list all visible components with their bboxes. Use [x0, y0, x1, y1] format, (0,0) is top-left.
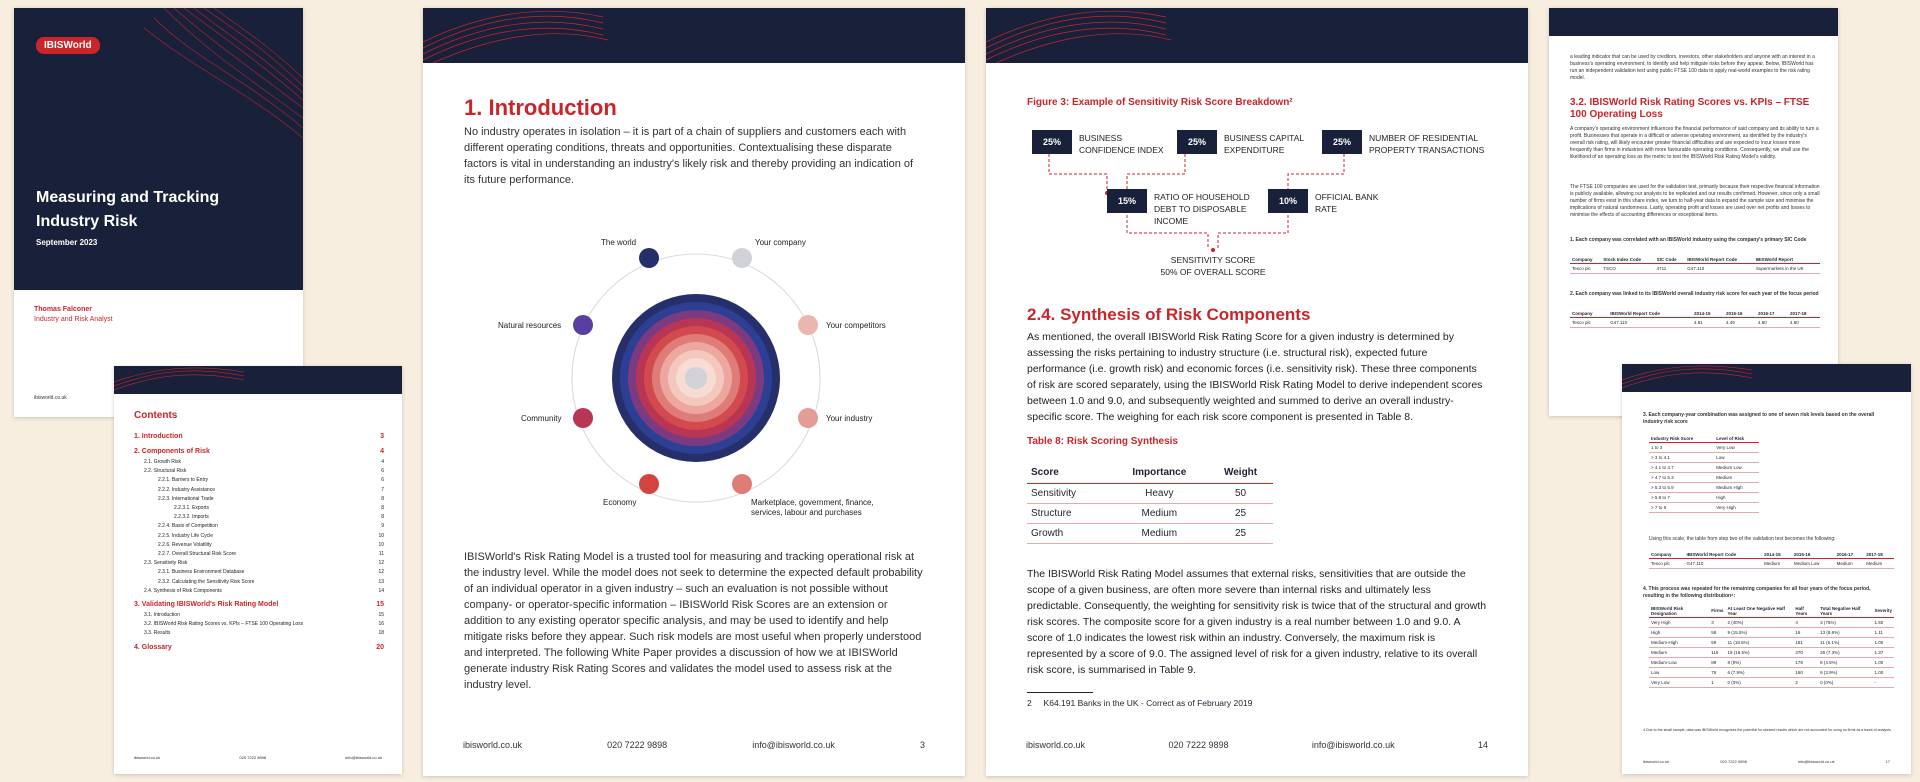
community-label: Community — [521, 414, 562, 423]
cell: 115 — [1709, 648, 1725, 658]
footer-email: info@ibisworld.co.uk — [1797, 759, 1835, 764]
toc-item-page: 4 — [381, 459, 384, 465]
your-industry-node — [798, 408, 818, 428]
toc-item-label: 2.1. Growth Risk — [144, 459, 181, 465]
toc-item-page: 10 — [378, 532, 384, 539]
cell: 11 (18.6%) — [1726, 638, 1794, 648]
cell: 1.00 — [1872, 638, 1894, 648]
toc-item-page: 3 — [380, 433, 384, 440]
box-pct-5: 10% — [1268, 189, 1308, 213]
table-row — [1649, 618, 1894, 628]
cell: 4.49 — [1724, 318, 1756, 328]
table-row — [1649, 648, 1894, 658]
risk-scoring-table — [1027, 462, 1273, 544]
th: IBISWorld Report Code — [1608, 309, 1692, 318]
page-number: 3 — [919, 740, 925, 750]
cell: > 7 to 9 — [1649, 503, 1714, 513]
cell: Tesco plc — [1570, 318, 1608, 328]
toc-item[interactable] — [134, 598, 384, 611]
table-row — [1649, 443, 1759, 453]
cell: 4 — [1793, 618, 1818, 628]
th: Company — [1570, 255, 1601, 264]
toc-item-label: 2.4. Synthesis of Risk Components — [144, 587, 222, 594]
cell: 0 (0%) — [1818, 678, 1872, 688]
box-label-1: BUSINESS CONFIDENCE INDEX — [1079, 133, 1164, 155]
toc-item-page: 9 — [381, 523, 384, 530]
cell: 16 — [1793, 628, 1818, 638]
cell: 178 — [1793, 658, 1818, 668]
cell: - — [1872, 678, 1894, 688]
table-row — [1649, 483, 1759, 493]
your-company-label: Your company — [755, 238, 806, 247]
footnote-text: K64.191 Banks in the UK - Correct as of February 2019 — [1043, 698, 1253, 708]
toc-item-label: 2.2.7. Overall Structural Risk Score — [158, 551, 237, 558]
cell: Low — [1649, 668, 1709, 678]
cell: 370 — [1793, 648, 1818, 658]
th: IBISWorld Report — [1754, 255, 1820, 264]
score-line-2: 50% OF OVERALL SCORE — [1160, 267, 1266, 277]
box-label-2: BUSINESS CAPITAL EXPENDITURE — [1224, 133, 1304, 155]
table-row — [1027, 504, 1273, 524]
cell: 9 (15.5%) — [1726, 628, 1794, 638]
th: Company — [1649, 550, 1684, 559]
toc-item-label: 2. Components of Risk — [134, 448, 210, 455]
cell: 26 (7.3%) — [1818, 648, 1872, 658]
contents-footer — [134, 755, 382, 760]
your-competitors-node — [798, 315, 818, 335]
cell: 3 (75%) — [1818, 618, 1872, 628]
cell: High — [1714, 493, 1759, 503]
wave-graphic — [114, 366, 402, 394]
toc-item[interactable] — [134, 458, 384, 467]
section-heading: 1. Introduction — [464, 95, 617, 120]
page-footer — [1026, 740, 1488, 750]
cell: 8 (4.5%) — [1818, 658, 1872, 668]
table-row — [1649, 658, 1894, 668]
synthesis-paragraph: As mentioned, the overall IBISWorld Risk Rating Score for a given industry is determined by assessing the risks pertaining to industry structure (i.e. structural risk), expected future performance (i.e. growth risk) and economic forces (i.e. sensitivity risk). These three components of risk are scored separately, using the IBISWorld Risk Rating Model to derive independent scores between 1.0 and 9.0, and subsequently weighted and summed to derive an overall industry-specific score. The weighing for each risk score component is presented in Table 8. — [1027, 331, 1483, 423]
step-1: 1. Each company was correlated with an IBISWorld industry using the company's primary SIC Code — [1570, 237, 1807, 243]
cell: G47.110 — [1684, 559, 1762, 569]
toc-item-page: 20 — [376, 643, 384, 651]
toc-item[interactable] — [134, 467, 384, 476]
cell: 181 — [1793, 638, 1818, 648]
footnote-rule — [1027, 692, 1093, 693]
th: Severity — [1872, 604, 1894, 618]
table-row — [1570, 318, 1820, 328]
author-name: Thomas Falconer — [34, 306, 92, 313]
toc-item-page: 6 — [381, 477, 384, 484]
cell: Low — [1714, 453, 1759, 463]
toc-item[interactable] — [134, 541, 384, 550]
toc-item[interactable] — [134, 430, 384, 443]
cell: Very High — [1714, 503, 1759, 513]
toc-item-page: 12 — [378, 569, 384, 576]
table-row — [1649, 503, 1759, 513]
toc-item[interactable] — [134, 568, 384, 577]
cell: Tesco plc — [1570, 264, 1601, 274]
cell: G47.110 — [1608, 318, 1692, 328]
cell: > 3 to 4.1 — [1649, 453, 1714, 463]
toc-item[interactable] — [134, 559, 384, 568]
toc-item-page: 13 — [378, 578, 384, 585]
footnote: 4 Due to the small sample, data was IBISWorld recognises the potential for skewed results which are not accounted for using no firms as a basis of analysis. — [1643, 728, 1892, 732]
th: IBISWorld Report Code — [1684, 550, 1762, 559]
table-row — [1570, 264, 1820, 274]
industry-context-diagram — [423, 228, 965, 528]
cell: Medium — [1111, 524, 1209, 544]
toc-item[interactable] — [134, 504, 384, 513]
your-company-node — [732, 248, 752, 268]
risk-score-table — [1570, 309, 1820, 328]
contents-list — [134, 428, 384, 654]
intro-paragraph: No industry operates in isolation – it is part of a chain of suppliers and customers each with different operating conditions, threats and opportunities. Contextualising these disparate factors is vital in understanding an industry's likely risk and thereby providing an indication of its future performance. — [464, 126, 914, 186]
step-3: 3. Each company-year combination was assigned to one of seven risk levels based on the overall industry risk score — [1643, 412, 1875, 425]
the-world-label: The world — [601, 238, 637, 247]
toc-item-label: 3.2. IBISWorld Risk Rating Scores vs. KPIs – FTSE 100 Operating Loss — [144, 621, 304, 628]
table-row — [1027, 524, 1273, 544]
toc-item[interactable] — [134, 486, 384, 495]
table-row — [1027, 484, 1273, 504]
footer-phone: 020 7222 9898 — [239, 755, 267, 760]
toc-item-page: 8 — [381, 495, 384, 502]
toc-item[interactable] — [134, 620, 384, 629]
cell: Medium — [1714, 473, 1759, 483]
toc-item-page: 14 — [378, 587, 384, 594]
page-number: 17 — [1885, 759, 1890, 764]
th: Firms — [1709, 604, 1725, 618]
table-row — [1649, 473, 1759, 483]
natural-resources-node — [573, 315, 593, 335]
toc-item-label: 2.3. Sensitivity Risk — [144, 560, 188, 567]
footer-email: info@ibisworld.co.uk — [345, 755, 382, 760]
author-role: Industry and Risk Analyst — [34, 316, 113, 323]
table-row — [1649, 668, 1894, 678]
page-3[interactable] — [423, 8, 965, 776]
cell: Medium Low — [1792, 559, 1835, 569]
page-header-band — [1622, 364, 1911, 392]
cell: 59 — [1709, 638, 1725, 648]
cell: Very Low — [1714, 443, 1759, 453]
toc-item-page: 8 — [381, 505, 384, 512]
cell: > 4.7 to 5.3 — [1649, 473, 1714, 483]
section-heading: 2.4. Synthesis of Risk Components — [1027, 305, 1311, 324]
cell: Supermarkets in the UK — [1754, 264, 1820, 274]
toc-item-label: 2.2.2. Industry Assistance — [158, 486, 215, 493]
toc-item[interactable] — [134, 522, 384, 531]
cell: Medium Low — [1714, 463, 1759, 473]
box-label-4: RATIO OF HOUSEHOLD DEBT TO DISPOSABLE INCOME — [1154, 192, 1250, 226]
table-title: Table 8: Risk Scoring Synthesis — [1027, 436, 1178, 447]
footer-phone: 020 7222 9898 — [1168, 740, 1229, 750]
cell: 25 — [1208, 524, 1273, 544]
toc-item-label: 2.2. Structural Risk — [144, 468, 187, 475]
cell: 4.80 — [1788, 318, 1820, 328]
cell: > 4.1 to 4.7 — [1649, 463, 1714, 473]
th: 2014-15 — [1692, 309, 1724, 318]
toc-item[interactable] — [134, 629, 384, 638]
cell: 19 (16.5%) — [1726, 648, 1794, 658]
table-row — [1649, 638, 1894, 648]
page-footer — [463, 740, 925, 750]
cell: Medium — [1835, 559, 1865, 569]
th: Company — [1570, 309, 1608, 318]
cell: 4.81 — [1692, 318, 1724, 328]
risk-level-company-table — [1649, 550, 1894, 569]
cell: 4.80 — [1756, 318, 1788, 328]
th: 2014-15 — [1762, 550, 1792, 559]
cell: TSCO — [1601, 264, 1654, 274]
th: At Least One Negative Half Year — [1726, 604, 1794, 618]
section-heading: 3.2. IBISWorld Risk Rating Scores vs. KPIs – FTSE 100 Operating Loss — [1570, 97, 1810, 120]
box-pct-2: 25% — [1177, 130, 1217, 154]
footer-phone: 020 7222 9898 — [607, 740, 668, 750]
toc-item-page: 11 — [378, 551, 384, 558]
wave-graphic — [423, 8, 965, 63]
footer-phone: 020 7222 9898 — [1720, 759, 1747, 764]
toc-item-label: 2.2.6. Revenue Volatility — [158, 541, 212, 548]
page-16[interactable] — [1549, 8, 1838, 416]
company-sic-table — [1570, 255, 1820, 274]
box-pct-3: 25% — [1322, 130, 1362, 154]
toc-item-label: 4. Glossary — [134, 643, 172, 651]
toc-item-label: 2.2.5. Industry Life Cycle — [158, 532, 214, 539]
cover-site: ibisworld.co.uk — [34, 395, 67, 401]
cell: Structure — [1027, 504, 1111, 524]
economy-label: Economy — [603, 498, 637, 507]
box-pct-1: 25% — [1032, 130, 1072, 154]
cell: 1.11 — [1872, 628, 1894, 638]
cell: Medium-High — [1649, 638, 1709, 648]
cell: Very High — [1649, 618, 1709, 628]
th: Half Years — [1793, 604, 1818, 618]
cell: 8 (9%) — [1726, 658, 1794, 668]
cell: 58 — [1709, 628, 1725, 638]
page-number: 14 — [1477, 740, 1488, 750]
table-row — [1649, 453, 1759, 463]
toc-item[interactable] — [134, 587, 384, 596]
col-importance: Importance — [1111, 462, 1209, 484]
cell: 4711 — [1655, 264, 1686, 274]
cell: 160 — [1793, 668, 1818, 678]
toc-item[interactable] — [134, 476, 384, 485]
cell: 6 (3.9%) — [1818, 668, 1872, 678]
weighting-paragraph: The IBISWorld Risk Rating Model assumes that external risks, sensitivities that are outside the scope of a given business, are often more severe than internal risks and ultimately less predictable. Consequently, the weighting for sensitivity risk is twice that of the structural and growth risk scores. The composite score for a given industry is a real number between 1.0 and 9.0. A score of 1.0 indicates the lowest risk within an industry. Conversely, the maximum risk is represented by a score of 9.0. The assigned level of risk for a given industry, relative to its overall risk score, is summarised in Table 9. — [1027, 568, 1487, 676]
cell: > 5.9 to 7 — [1649, 493, 1714, 503]
page-17[interactable] — [1622, 364, 1911, 774]
box-label-5: OFFICIAL BANK RATE — [1315, 192, 1379, 214]
the-world-node — [639, 248, 659, 268]
toc-item-label: 2.3.2. Calculating the Sensitivity Risk Score — [158, 578, 255, 585]
contents-heading: Contents — [134, 410, 178, 421]
cell: 13 (8.6%) — [1818, 628, 1872, 638]
cell: 76 — [1709, 668, 1725, 678]
th: SIC Code — [1655, 255, 1686, 264]
cell: 1.37 — [1872, 648, 1894, 658]
toc-item[interactable] — [134, 641, 384, 654]
footer-site: ibisworld.co.uk — [1643, 759, 1670, 764]
footer-email: info@ibisworld.co.uk — [1311, 740, 1395, 750]
box-label-3: NUMBER OF RESIDENTIAL PROPERTY TRANSACTIONS — [1369, 133, 1485, 155]
cover-page[interactable] — [14, 8, 303, 417]
cover-date: September 2023 — [36, 238, 98, 247]
toc-item-label: 2.2.4. Basis of Competition — [158, 523, 218, 530]
toc-item-label: 2.2.3.1. Exports — [174, 505, 210, 512]
page-header-band — [1549, 8, 1838, 36]
toc-item-page: 15 — [378, 612, 384, 619]
economy-node — [639, 474, 659, 494]
col-score: Score — [1027, 462, 1111, 484]
footer-site: ibisworld.co.uk — [134, 755, 161, 760]
cell: 6 (7.9%) — [1726, 668, 1794, 678]
risk-level-table — [1649, 434, 1759, 513]
toc-item[interactable] — [134, 445, 384, 458]
cell: 0 (0%) — [1726, 678, 1794, 688]
toc-item[interactable] — [134, 611, 384, 620]
intro-text: a leading indicator that can be used by creditors, investors, other stakeholders and anyone with an interest in a business's operating environment, to identify and help mitigate risks before they appear. Below, IBISWorld has run an independent validation test using public FTSE 100 data to apply real-world examples to the risk rating model. — [1570, 54, 1815, 81]
cell: Medium — [1864, 559, 1894, 569]
cell: Heavy — [1111, 484, 1209, 504]
toc-item[interactable] — [134, 495, 384, 504]
page-header-band — [114, 366, 402, 394]
toc-item-page: 12 — [378, 560, 384, 567]
footnote-number: 2 — [1027, 698, 1032, 708]
cell: > 5.3 to 5.9 — [1649, 483, 1714, 493]
th: 2017-18 — [1864, 550, 1894, 559]
box-pct-4: 15% — [1107, 189, 1147, 213]
core — [685, 367, 707, 389]
page-footer — [1643, 759, 1890, 764]
th: 2016-17 — [1756, 309, 1788, 318]
th: Total Negative Half Years — [1818, 604, 1872, 618]
toc-item-page: 6 — [381, 468, 384, 475]
cell: 89 — [1709, 658, 1725, 668]
th: 2015-16 — [1724, 309, 1756, 318]
toc-item-label: 2.3.1. Business Environment Database — [158, 569, 245, 576]
toc-item-page: 15 — [376, 601, 384, 609]
cell: Medium — [1649, 648, 1709, 658]
cell: Tesco plc — [1649, 559, 1684, 569]
toc-item-label: 2.2.1. Barriers to Entry — [158, 477, 209, 484]
cell: 1 to 3 — [1649, 443, 1714, 453]
toc-item[interactable] — [134, 532, 384, 541]
marketplace-node — [732, 474, 752, 494]
toc-item-label: 3. Validating IBISWorld's Risk Rating Model — [134, 601, 279, 609]
contents-page[interactable] — [114, 366, 402, 774]
toc-item-page: 4 — [380, 448, 384, 455]
your-industry-label: Your industry — [826, 414, 873, 423]
th: Stock Index Code — [1601, 255, 1654, 264]
footer-site: ibisworld.co.uk — [1026, 740, 1086, 750]
footer-site: ibisworld.co.uk — [463, 740, 523, 750]
toc-item-page: 16 — [378, 621, 384, 628]
footnote — [1027, 698, 1252, 708]
figure-title: Figure 3: Example of Sensitivity Risk Score Breakdown² — [1027, 97, 1293, 108]
toc-item-label: 3.3. Results — [144, 630, 171, 637]
th: IBISWorld Report Code — [1685, 255, 1754, 264]
cell: G47.110 — [1685, 264, 1754, 274]
step-4: 4. This process was repeated for the remaining companies for all four years of the focus period, resulting in the following distribution⁴: — [1643, 586, 1871, 599]
th: Level of Risk — [1714, 434, 1759, 443]
step-2: 2. Each company was linked to its IBISWorld overall industry risk score for each year of the focus period — [1570, 291, 1819, 297]
marketplace-label: Marketplace, government, finance, services, labour and purchases — [751, 498, 874, 517]
cell: Medium High — [1714, 483, 1759, 493]
footer-email: info@ibisworld.co.uk — [752, 740, 835, 750]
toc-item-label: 2.2.3.2. Imports — [174, 514, 209, 521]
toc-item-label: 1. Introduction — [134, 433, 183, 440]
cell: 25 — [1208, 504, 1273, 524]
paragraph-1: A company's operating environment influences the financial performance of said company and its ability to turn a profit. Businesses that operate in a difficult or adverse operating environment, as identified by the industry's overall risk rating, will likely encounter greater financial difficulties and are expected to incur losses more frequently than firms in industries with more favourable operating conditions. Consequently, we shall use the likelihood of an operating loss as the metric to test the IBISWorld Risk Rating Model's validity. — [1570, 126, 1819, 160]
page-header-band — [423, 8, 965, 63]
table-row — [1649, 628, 1894, 638]
table-row — [1649, 493, 1759, 503]
cell: 50 — [1208, 484, 1273, 504]
cell: Medium — [1762, 559, 1792, 569]
cell: 2 — [1793, 678, 1818, 688]
sensitivity-score-label — [1158, 254, 1268, 278]
cover-title: Measuring and Tracking Industry Risk — [36, 189, 220, 230]
score-line-1: SENSITIVITY SCORE — [1170, 255, 1256, 265]
ibisworld-logo: IBISWorld — [36, 37, 100, 54]
cell: 1 — [1709, 678, 1725, 688]
th: 2015-16 — [1792, 550, 1835, 559]
th: IBISWorld Risk Designation — [1649, 604, 1709, 618]
cell: 1.50 — [1872, 618, 1894, 628]
toc-item-label: 3.1. Introduction — [144, 612, 180, 619]
cell: High — [1649, 628, 1709, 638]
cell: Growth — [1027, 524, 1111, 544]
toc-item[interactable] — [134, 513, 384, 522]
cell: 1.00 — [1872, 668, 1894, 678]
using-scale-text: Using this scale, the table from step two of the validation test becomes the following: — [1649, 536, 1836, 542]
toc-item[interactable] — [134, 550, 384, 559]
toc-item[interactable] — [134, 578, 384, 587]
cell: 3 — [1709, 618, 1725, 628]
cell: Medium-Low — [1649, 658, 1709, 668]
distribution-table — [1649, 604, 1894, 688]
col-weight: Weight — [1208, 462, 1273, 484]
cell: Medium — [1111, 504, 1209, 524]
toc-item-label: 2.2.3. International Trade — [158, 495, 214, 502]
toc-item-page: 18 — [378, 630, 384, 637]
table-row — [1649, 678, 1894, 688]
cell: 1.00 — [1872, 658, 1894, 668]
table-row — [1649, 559, 1894, 569]
wave-graphic — [1622, 364, 1911, 392]
table-row — [1649, 463, 1759, 473]
cell: Sensitivity — [1027, 484, 1111, 504]
cover-author — [34, 306, 113, 323]
natural-resources-label: Natural resources — [498, 321, 562, 330]
community-node — [573, 408, 593, 428]
cell: 2 (40%) — [1726, 618, 1794, 628]
body-paragraph: IBISWorld's Risk Rating Model is a trusted tool for measuring and tracking operational risk at the industry level. While the model does not seek to determine the expected default probability of an individual operator in a given industry – such an evaluation is not possible without company- or operator-specific information – IBISWorld Risk Scores are an extension or addition to any existing operator specific analysis, and may be used to identify and help mitigate risks before they appear. Such risk models are most useful when properly understood and interpreted. The following White Paper provides a discussion of how we at IBISWorld generate industry Risk Rating Scores and validates the model used to assess risk at the industry level. — [464, 551, 923, 691]
th: 2016-17 — [1835, 550, 1865, 559]
toc-item-page: 10 — [378, 541, 384, 548]
toc-item-page: 7 — [381, 486, 384, 493]
your-competitors-label: Your competitors — [826, 321, 886, 330]
cell: Very Low — [1649, 678, 1709, 688]
paragraph-2: The FTSE 100 companies are used for the validation test, primarily because their respective financial information is publicly available, allowing our analysis to be replicated and our results confirmed. However, since only a small number of firms exist in this share index, we turn to half-year data to expand the sample size and minimise the implications of natural randomness. Lastly, operating profit and losses are used over net profits and losses to minimise the effects of accounting differences or exceptional items. — [1570, 184, 1820, 218]
toc-item-page: 8 — [381, 514, 384, 521]
th: 2017-18 — [1788, 309, 1820, 318]
th: Industry Risk Score — [1649, 434, 1714, 443]
page-14[interactable] — [986, 8, 1528, 776]
cell: 11 (6.1%) — [1818, 638, 1872, 648]
